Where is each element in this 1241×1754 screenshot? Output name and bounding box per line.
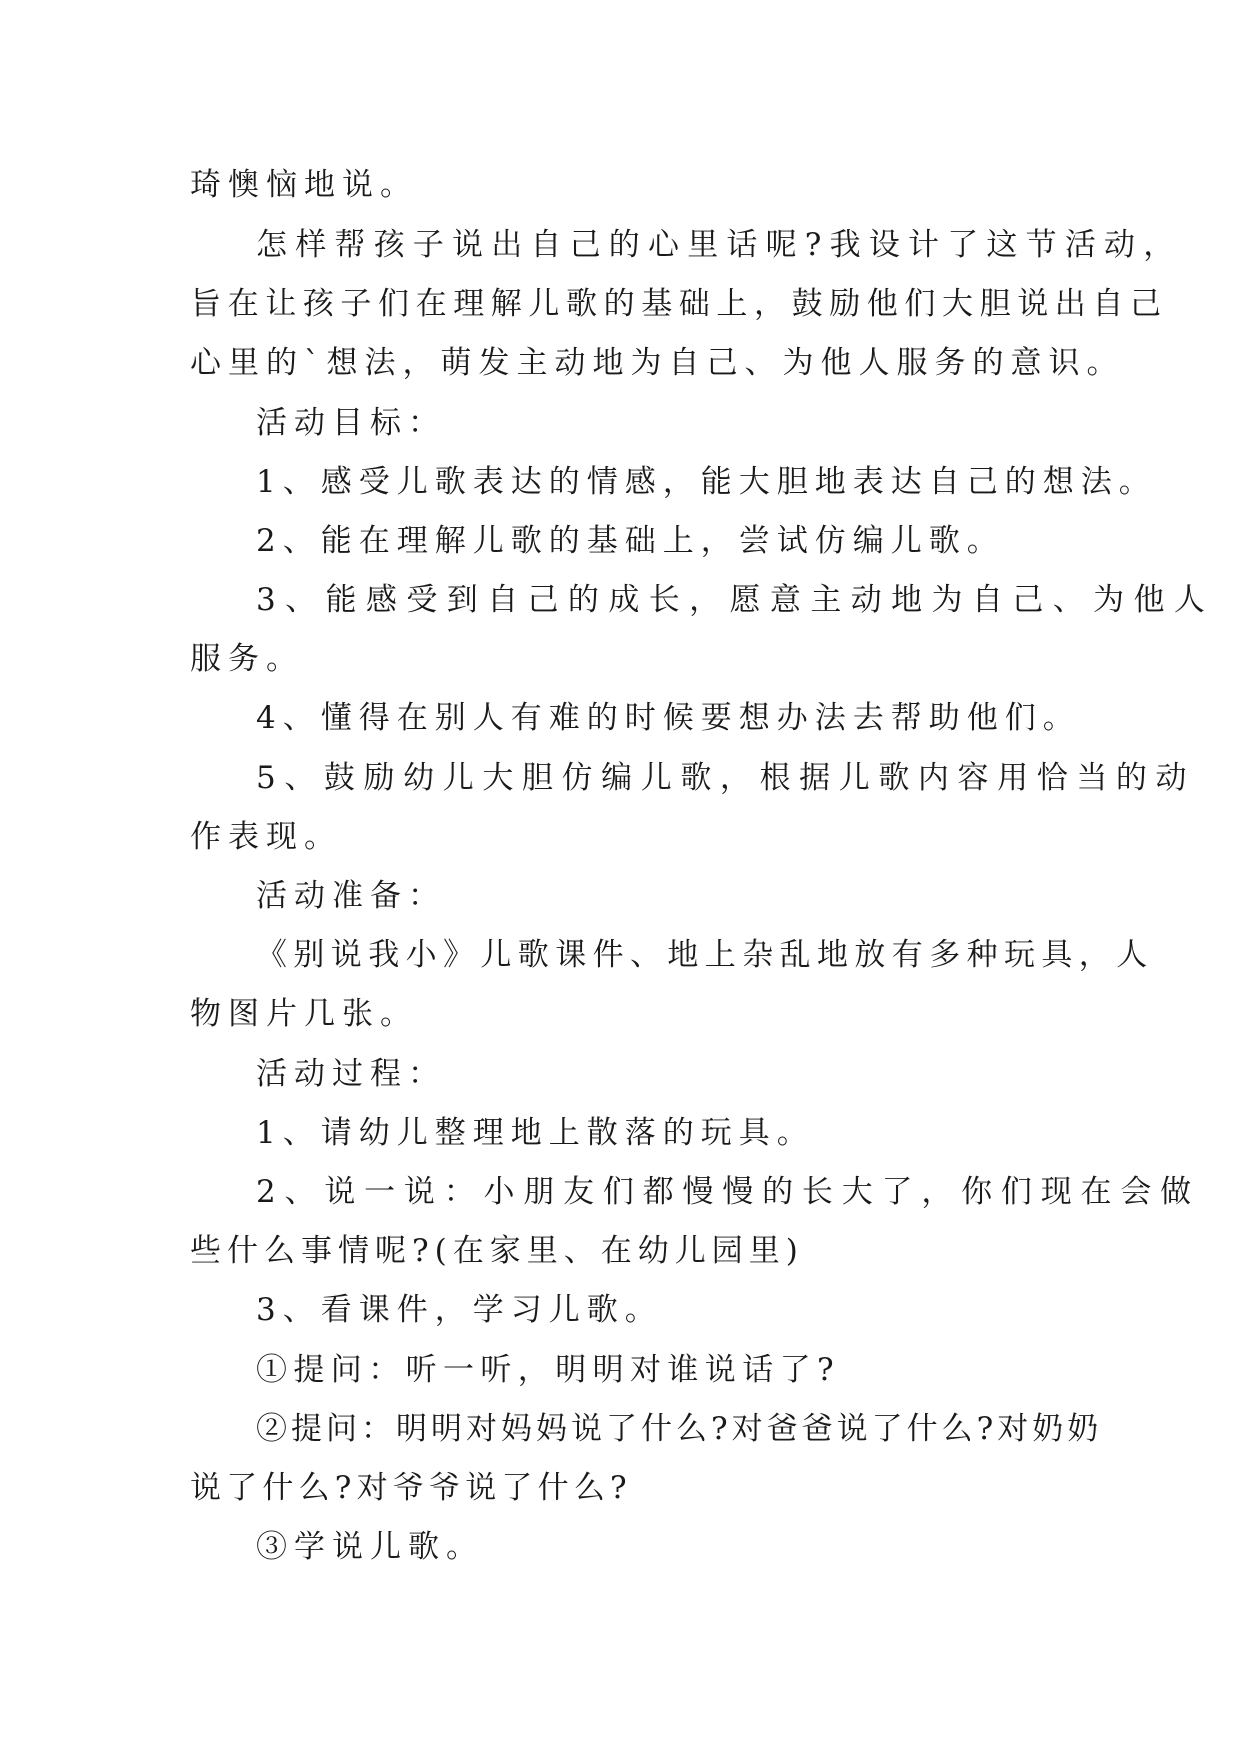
text-line: 《别说我小》儿歌课件、地上杂乱地放有多种玩具，人 (256, 937, 1154, 973)
list-item: ①提问：听一听，明明对谁说话了? (256, 1352, 841, 1388)
text-line: 怎样帮孩子说出自己的心里话呢?我设计了这节活动， (256, 227, 1183, 263)
text-line: 些什么事情呢?(在家里、在幼儿园里) (190, 1233, 804, 1269)
text-line: 琦懊恼地说。 (190, 167, 418, 203)
list-item: 1、请幼儿整理地上散落的玩具。 (256, 1115, 815, 1151)
section-heading: 活动过程： (256, 1056, 446, 1092)
list-item: 3、看课件，学习儿歌。 (256, 1292, 663, 1328)
section-heading: 活动准备： (256, 878, 446, 914)
list-item: ③学说儿歌。 (256, 1529, 484, 1565)
text-line: 心里的`想法，萌发主动地为自己、为他人服务的意识。 (190, 345, 1125, 381)
list-item: 3、能感受到自己的成长，愿意主动地为自己、为他人 (256, 582, 1215, 618)
list-item: 2、能在理解儿歌的基础上，尝试仿编儿歌。 (256, 523, 1005, 559)
text-line: 作表现。 (190, 819, 342, 855)
text-line: 物图片几张。 (190, 996, 418, 1032)
text-line: 说了什么?对爷爷说了什么? (190, 1470, 632, 1506)
text-line: 旨在让孩子们在理解儿歌的基础上，鼓励他们大胆说出自己 (190, 286, 1168, 322)
list-item: 4、懂得在别人有难的时候要想办法去帮助他们。 (256, 700, 1081, 736)
list-item: 1、感受儿歌表达的情感，能大胆地表达自己的想法。 (256, 464, 1157, 500)
section-heading: 活动目标： (256, 405, 446, 441)
text-line: 服务。 (190, 641, 304, 677)
list-item: 5、鼓励幼儿大胆仿编儿歌，根据儿歌内容用恰当的动 (256, 760, 1196, 796)
list-item: 2、说一说：小朋友们都慢慢的长大了，你们现在会做 (256, 1174, 1200, 1210)
list-item: ②提问：明明对妈妈说了什么?对爸爸说了什么?对奶奶 (256, 1411, 1103, 1447)
